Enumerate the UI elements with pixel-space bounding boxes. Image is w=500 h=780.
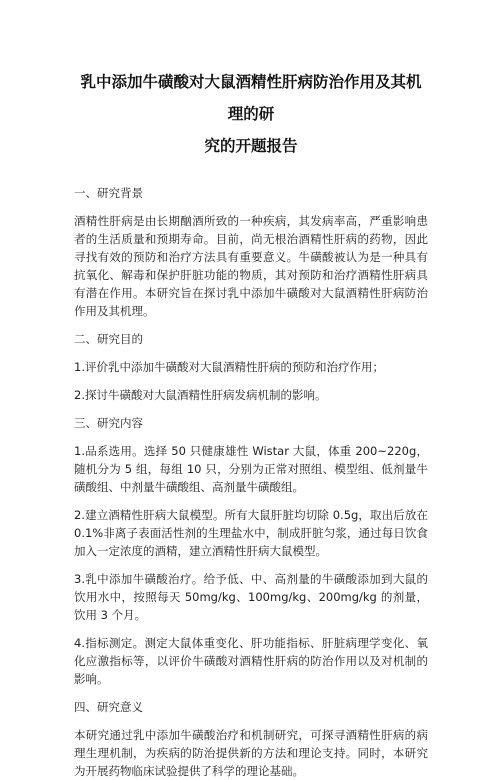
purpose-item-1: 1.评价乳中添加牛磺酸对大鼠酒精性肝病的预防和治疗作用； — [74, 360, 384, 374]
section-purpose — [74, 330, 428, 404]
section-heading-significance: 四、研究意义 — [74, 700, 143, 714]
section-significance — [74, 698, 428, 780]
content-item-2: 2.建立酒精性肝病大鼠模型。所有大鼠肝脏均切除 0.5g，取出后放在 0.1%非离子表面活性剂的生理盐水中，制成肝脏匀浆，通过每日饮食加入一定浓度的酒精，建立酒精性肝病大鼠模型。 — [74, 508, 428, 558]
title-line-2: 究的开题报告 — [204, 137, 298, 155]
content-item-1: 1.品系选用。选择 50 只健康雄性 Wistar 大鼠，体重 200~220g，随机分为 5 组，每组 10 只，分别为正常对照组、模型组、低剂量牛磺酸组、中剂量牛磺酸组、高剂量牛磺酸组。 — [74, 444, 428, 494]
section-heading-purpose: 二、研究目的 — [74, 332, 143, 346]
document-body — [74, 184, 428, 780]
background-paragraph: 酒精性肝病是由长期酗酒所致的一种疾病，其发病率高，严重影响患者的生活质量和预期寿命。目前，尚无根治酒精性肝病的药物，因此寻找有效的预防和治疗方法具有重要意义。牛磺酸被认为是一种具有抗氧化、解毒和保护肝脏功能的物质，其对预防和治疗酒精性肝病具有潜在作用。本研究旨在探讨乳中添加牛磺酸对大鼠酒精性肝病防治作用及其机理。 — [74, 214, 428, 318]
significance-paragraph: 本研究通过乳中添加牛磺酸治疗和机制研究，可探寻酒精性肝病的病理生理机制，为疾病的防治提供新的方法和理论支持。同时，本研究为开展药物临床试验提供了科学的理论基础。 — [74, 728, 428, 778]
document-title — [74, 66, 428, 162]
content-item-4: 4.指标测定。测定大鼠体重变化、肝功能指标、肝脏病理学变化、氧化应激指标等，以评价牛磺酸对酒精性肝病的防治作用以及对机制的影响。 — [74, 636, 428, 686]
title-line-1: 乳中添加牛磺酸对大鼠酒精性肝病防治作用及其机理的研 — [80, 73, 422, 123]
section-background — [74, 184, 428, 320]
section-heading-background: 一、研究背景 — [74, 186, 143, 200]
section-content — [74, 414, 428, 688]
content-item-3: 3.乳中添加牛磺酸治疗。给予低、中、高剂量的牛磺酸添加到大鼠的饮用水中，按照每天 50mg/kg、100mg/kg、200mg/kg 的剂量，饮用 3 个月。 — [74, 572, 428, 622]
purpose-item-2: 2.探讨牛磺酸对大鼠酒精性肝病发病机制的影响。 — [74, 388, 327, 402]
section-heading-content: 三、研究内容 — [74, 416, 143, 430]
